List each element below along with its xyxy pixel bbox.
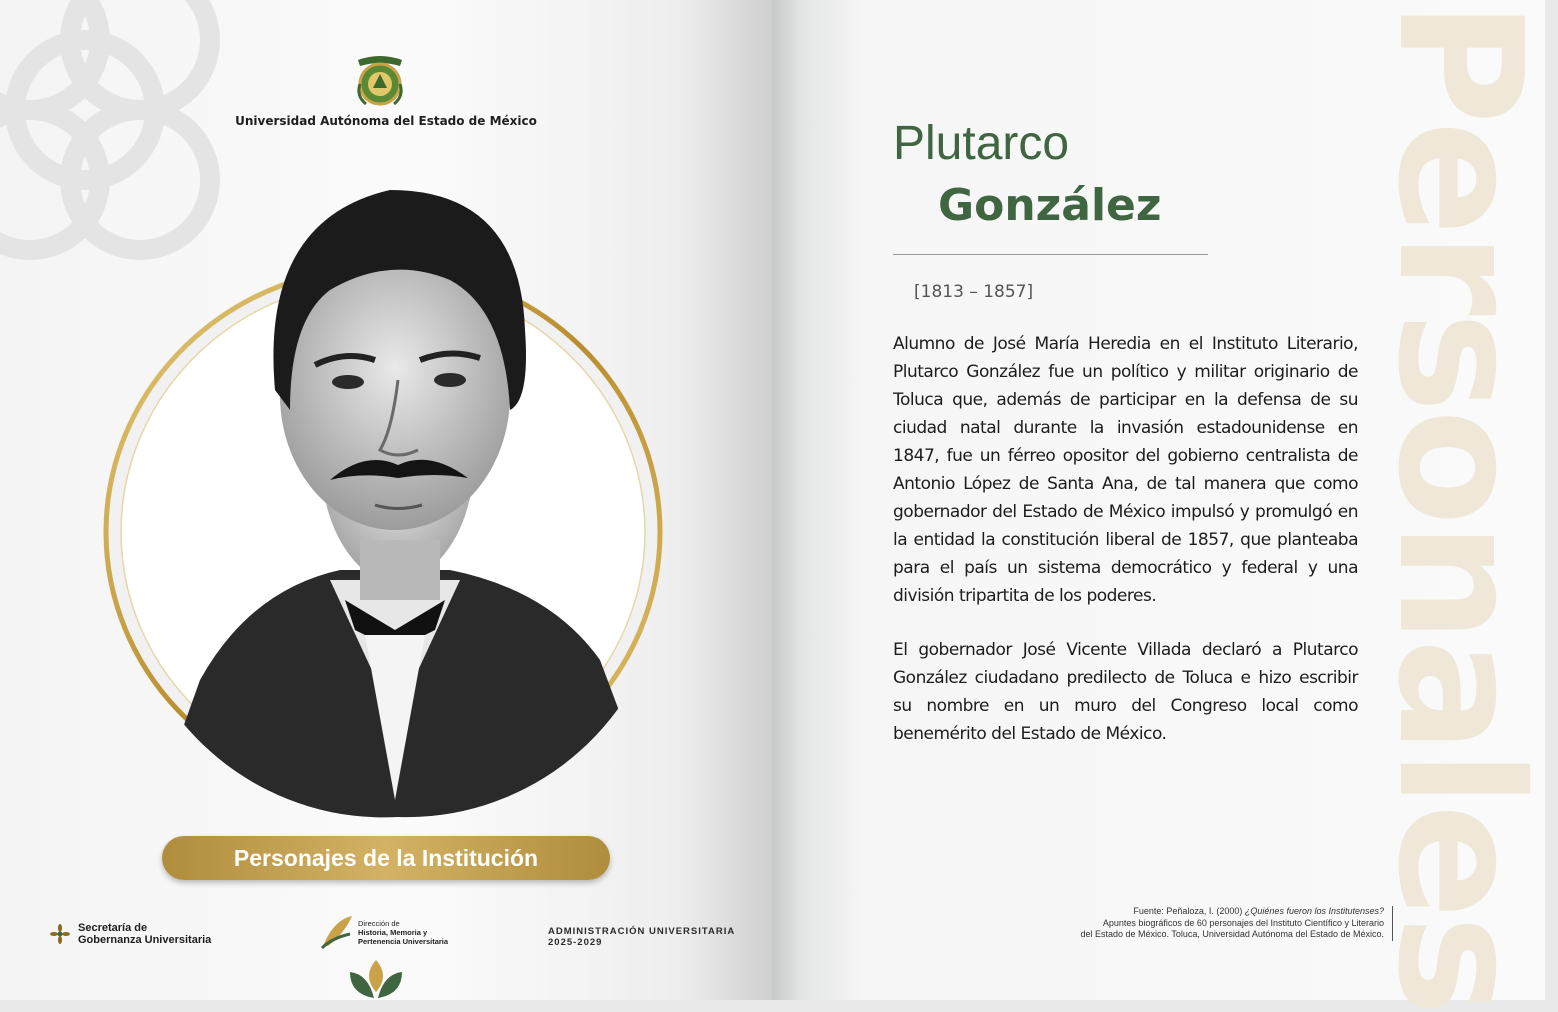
direccion-line1: Dirección de <box>358 918 400 928</box>
title-divider <box>893 254 1208 255</box>
source-line3: del Estado de México. Toluca, Universidad Autónoma del Estado de México. <box>1080 929 1384 939</box>
direccion-quill-icon <box>320 914 354 950</box>
direccion-logo <box>320 914 448 950</box>
secretaria-line1: Secretaría de <box>78 922 148 934</box>
person-last-name: González <box>938 180 1162 231</box>
university-name: Universidad Autónoma del Estado de México <box>235 114 537 128</box>
secretaria-logo <box>50 922 211 946</box>
admin-line1: ADMINISTRACIÓN UNIVERSITARIA <box>548 926 736 937</box>
person-first-name: Plutarco <box>893 117 1070 170</box>
bio-paragraph-2: El gobernador José Vicente Villada declaró a Plutarco González ciudadano predilecto de Toluca e hizo escribir su nombre en un muro del Congreso local como benemérito del Estado de México. <box>893 640 1358 744</box>
direccion-line3: Pertenencia Universitaria <box>358 936 449 946</box>
source-citation <box>1024 906 1393 941</box>
section-banner: Personajes de la Institución <box>162 836 610 880</box>
portrait-illustration <box>130 160 660 820</box>
secretaria-star-icon <box>50 924 70 944</box>
direccion-line2: Historia, Memoria y <box>358 927 428 937</box>
secretaria-line2: Gobernanza Universitaria <box>78 934 212 946</box>
left-page <box>0 0 772 1000</box>
bio-paragraph-1: Alumno de José María Heredia en el Instituto Literario, Plutarco González fue un político y militar originario de Toluca que, además de participar en la defensa de su ciudad natal durante la invasión estadounidense en 1847, fue un férreo opositor del gobierno centralista de Antonio López de Santa Ana, de tal manera que como gobernador del Estado de México impulsó y promulgó en la entidad la constitución liberal de 1857, que planteaba para el país un sistema democrático y federal y una división tripartita de los poderes. <box>893 334 1358 606</box>
source-line2: Apuntes biográficos de 60 personajes del Instituto Científico y Literario <box>1102 917 1384 928</box>
administracion-label <box>548 926 735 948</box>
admin-line2: 2025-2029 <box>548 937 603 948</box>
life-dates: [1813 – 1857] <box>914 282 1034 302</box>
uaemex-crest-icon <box>354 52 406 108</box>
ghost-watermark: Personales <box>1360 0 1558 1012</box>
leaf-emblem-icon <box>344 958 408 1000</box>
source-line1: Fuente: Peñaloza, I. (2000) ¿Quiénes fueron los Institutenses? <box>1133 906 1384 916</box>
